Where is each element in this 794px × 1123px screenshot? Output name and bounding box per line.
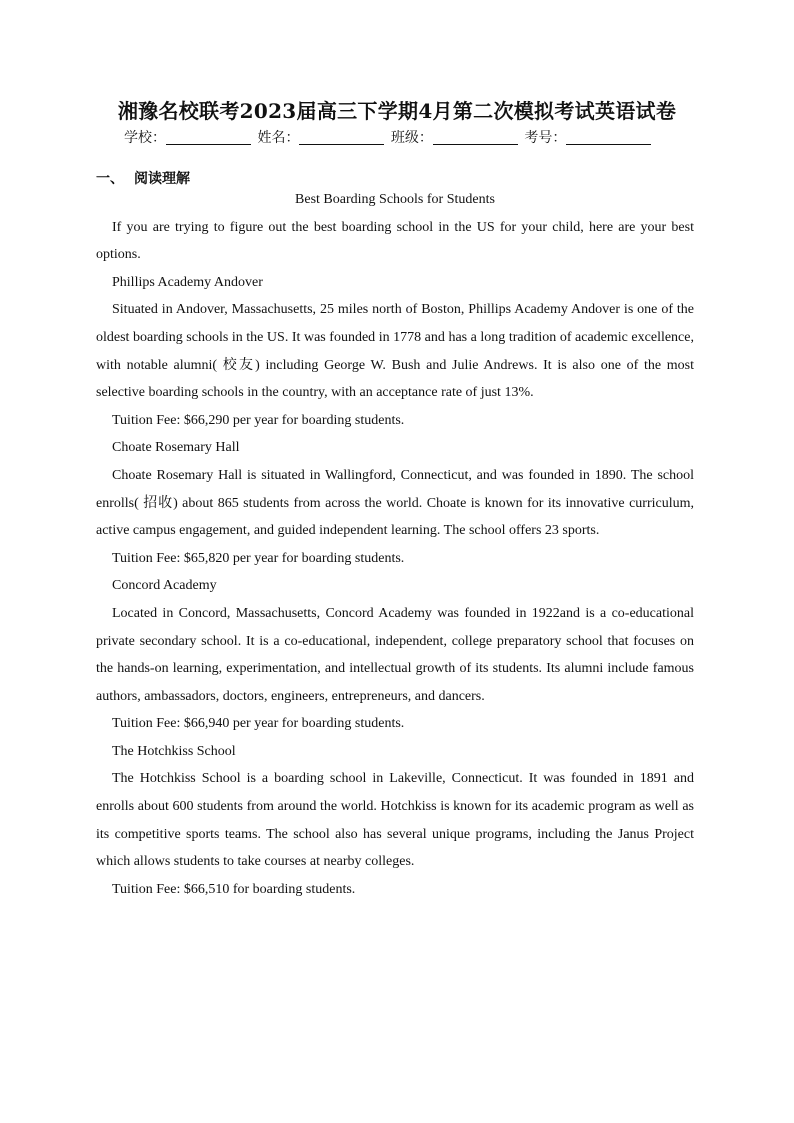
tuition-fee: Tuition Fee: $65,820 per year for boarding students. — [112, 550, 405, 566]
exam-number-field — [524, 127, 651, 147]
school-blank[interactable] — [166, 130, 251, 145]
school-label: 学校： — [124, 130, 166, 146]
school-name: Phillips Academy Andover — [112, 274, 263, 290]
section-number: 一、 — [96, 171, 124, 187]
reading-passage — [96, 186, 694, 903]
tuition-fee: Tuition Fee: $66,940 per year for boarding students. — [112, 716, 405, 732]
class-label: 班级： — [390, 130, 433, 146]
name-blank[interactable] — [299, 130, 384, 145]
school-name: The Hotchkiss School — [112, 743, 236, 759]
school-description: Choate Rosemary Hall is situated in Wallingford, Connecticut, and was founded in 1890. The school enrolls( 招收) about 865 students from across the world. Choate is known for its innovative curriculum, active campus engagement, and guided independent learning. The school offers 23 sports. — [96, 467, 694, 539]
section-heading — [96, 168, 190, 188]
class-field — [391, 127, 518, 147]
student-info-row — [124, 127, 684, 147]
name-field — [257, 127, 384, 147]
tuition-fee: Tuition Fee: $66,510 for boarding students. — [112, 881, 356, 897]
section-title: 阅读理解 — [134, 171, 190, 187]
exam-number-blank[interactable] — [566, 130, 651, 145]
tuition-fee: Tuition Fee: $66,290 per year for boarding students. — [112, 412, 405, 428]
class-blank[interactable] — [433, 130, 518, 145]
exam-title: 湘豫名校联考2023届高三下学期4月第二次模拟考试英语试卷 — [117, 99, 677, 123]
name-label: 姓名： — [257, 130, 300, 146]
school-name: Concord Academy — [112, 578, 217, 594]
passage-heading: Best Boarding Schools for Students — [295, 192, 495, 207]
passage-intro: If you are trying to figure out the best boarding school in the US for your child, here are your best options. — [96, 219, 694, 263]
school-field — [124, 127, 251, 147]
school-description: The Hotchkiss School is a boarding school in Lakeville, Connecticut. It was founded in 1891 and enrolls about 600 students from around the world. Hotchkiss is known for its academic program as well as its competitive sports teams. The school also has several unique programs, including the Janus Project which allows students to take courses at nearby colleges. — [96, 771, 694, 870]
exam-number-label: 考号： — [524, 130, 567, 146]
school-description: Located in Concord, Massachusetts, Concord Academy was founded in 1922and is a co-educational private secondary school. It is a co-educational, independent, college preparatory school that focuses on the hands-on learning, experimentation, and intellectual growth of its students. Its alumni include famous authors, ambassadors, doctors, engineers, entrepreneurs, and dancers. — [96, 605, 694, 704]
school-name: Choate Rosemary Hall — [112, 440, 240, 456]
school-description: Situated in Andover, Massachusetts, 25 miles north of Boston, Phillips Academy Andover is one of the oldest boarding schools in the US. It was founded in 1778 and has a long tradition of academic excellence, with notable alumni( 校友) including George W. Bush and Julie Andrews. It is also one of the most selective boarding schools in the country, with an acceptance rate of just 13%. — [96, 302, 694, 401]
